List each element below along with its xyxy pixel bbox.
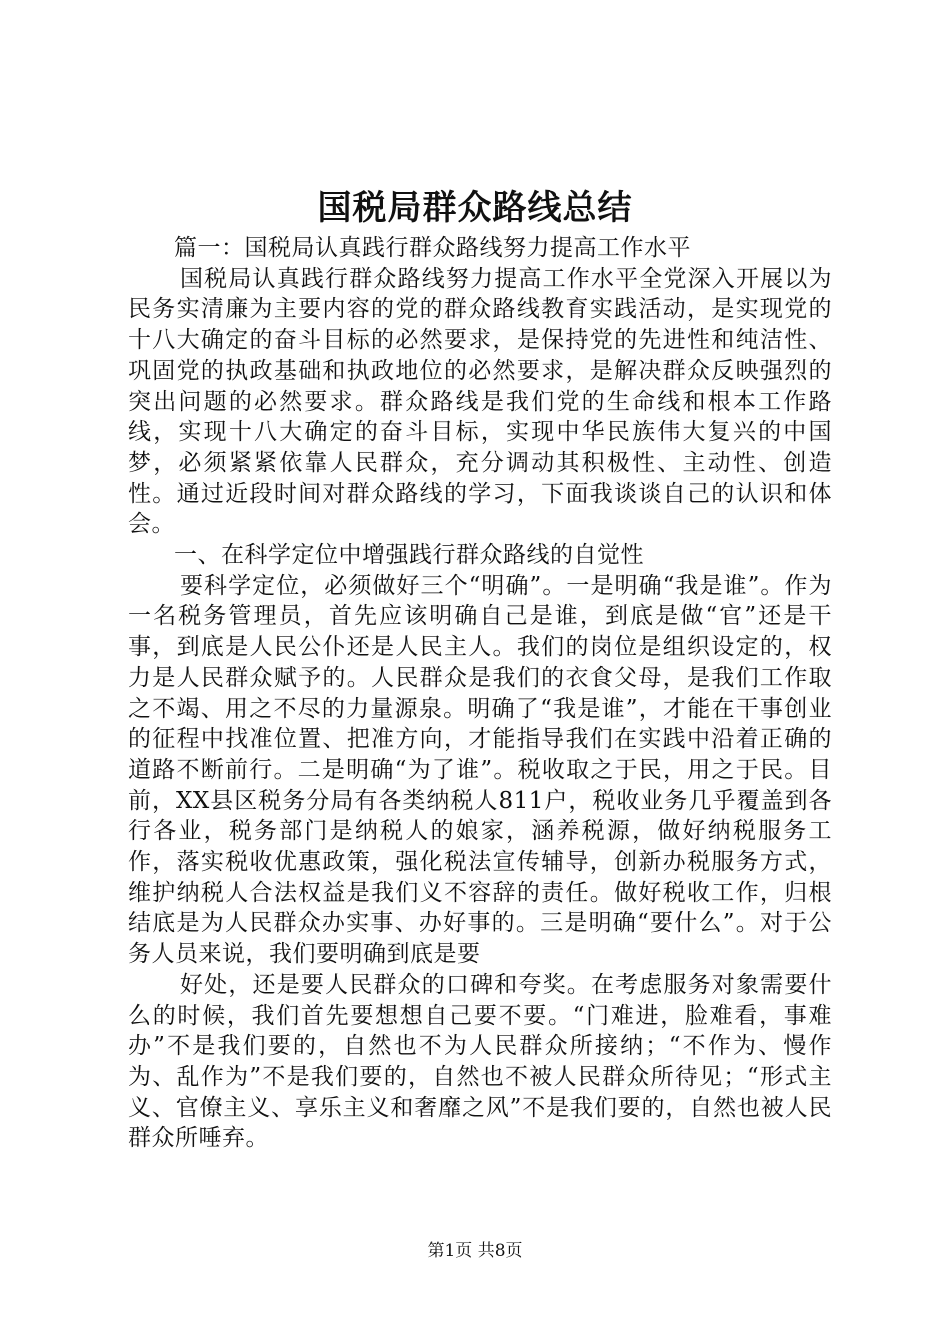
document-title: 国税局群众路线总结 <box>317 188 633 228</box>
body-paragraph: 要科学定位，必须做好三个“明确”。一是明确“我是谁”。作为一名税务管理员，首先应该明确自己是谁，到底是做“官”还是干事，到底是人民公仆还是人民主人。我们的岗位是组织设定的，权力是人民群众赋予的。人民群众是我们的衣食父母，是我们工作取之不竭、用之不尽的力量源泉。明确了“我是谁”，才能在干事创业的征程中找准位置、把准方向，才能指导我们在实践中沿着正确的道路不断前行。二是明确“为了谁”。税收取之于民，用之于民。目前，XX县区税务分局有各类纳税人811户，税收业务几乎覆盖到各行各业，税务部门是纳税人的娘家，涵养税源，做好纳税服务工作，落实税收优惠政策，强化税法宣传辅导，创新办税服务方式，维护纳税人合法权益是我们义不容辞的责任。做好税收工作，归根结底是为人民群众办实事、办好事的。三是明确“要什么”。对于公务人员来说，我们要明确到底是要 <box>128 572 832 968</box>
body-paragraph: 国税局认真践行群众路线努力提高工作水平全党深入开展以为民务实清廉为主要内容的党的群众路线教育实践活动，是实现党的十八大确定的奋斗目标的必然要求，是保持党的先进性和纯洁性、巩固党的执政基础和执政地位的必然要求，是解决群众反映强烈的突出问题的必然要求。群众路线是我们党的生命线和根本工作路线，实现十八大确定的奋斗目标，实现中华民族伟大复兴的中国梦，必须紧紧依靠人民群众，充分调动其积极性、主动性、创造性。通过近段时间对群众路线的学习，下面我谈谈自己的认识和体会。 <box>128 265 832 538</box>
document-body <box>128 233 832 1154</box>
body-paragraph: 好处，还是要人民群众的口碑和夸奖。在考虑服务对象需要什么的时候，我们首先要想想自己要不要。“门难进，脸难看，事难办”不是我们要的，自然也不为人民群众所接纳；“不作为、慢作为、乱作为”不是我们要的，自然也不被人民群众所待见；“形式主义、官僚主义、享乐主义和奢靡之风”不是我们要的，自然也被人民群众所唾弃。 <box>128 971 832 1152</box>
page-number-footer: 第1页 共8页 <box>427 1241 523 1261</box>
section-heading-part-one: 篇一：国税局认真践行群众路线努力提高工作水平 <box>174 235 691 261</box>
section-heading-one: 一、在科学定位中增强践行群众路线的自觉性 <box>174 542 644 569</box>
